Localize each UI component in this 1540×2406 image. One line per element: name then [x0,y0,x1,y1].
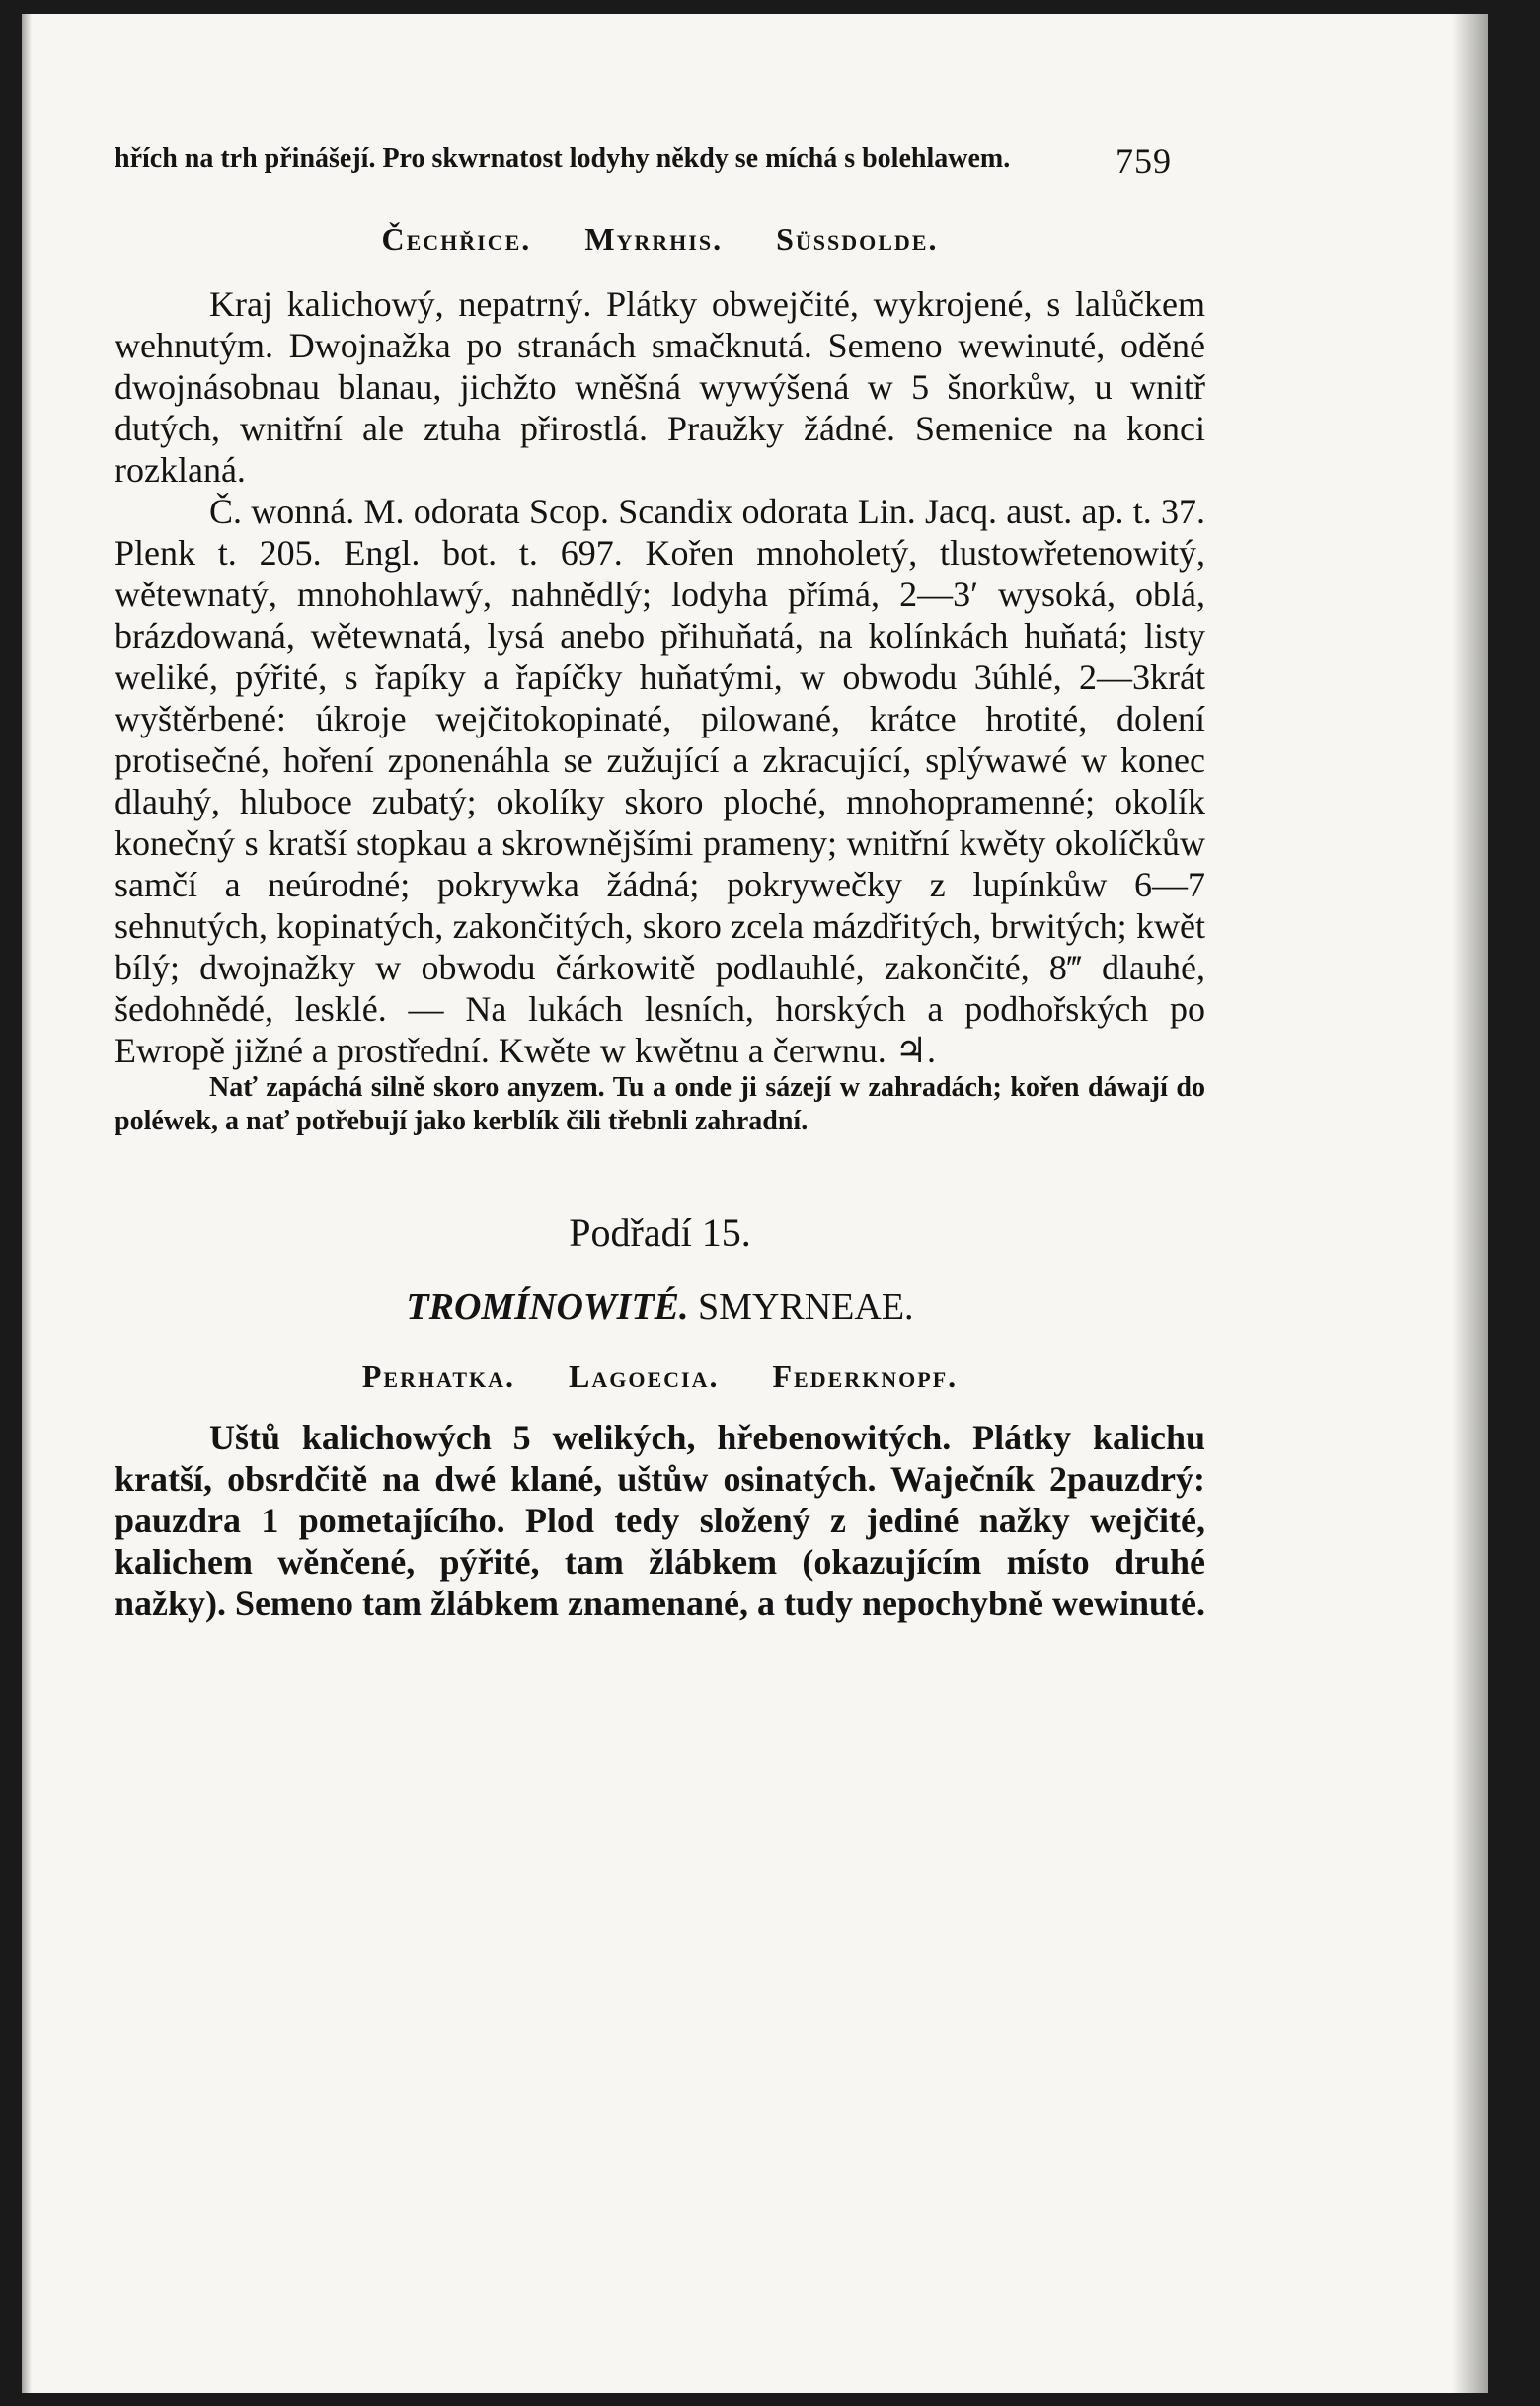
genus-description: Kraj kalichowý, nepatrný. Plátky obwejčité, wykrojené, s lalůčkem wehnutým. Dwojnažka po stranách smačknutá. Semeno wewinuté, oděné dwojnásobnau blanau, jichžto wněšná wywýšená w 5 šnorkůw, u wnitř dutých, wnitřní ale ztuha přirostlá. Praužky žádné. Semenice na konci rozklaná. [115,284,1205,490]
page-content [115,142,1205,1624]
page-gutter-shadow [1452,14,1488,2393]
order-title [115,1285,1205,1329]
genus-name-german: Süssdolde. [776,221,939,257]
order-title-czech: TROMÍNOWITÉ. [406,1286,689,1328]
genus-heading-lagoecia [115,1358,1205,1395]
book-page [22,14,1488,2393]
genus2-name-german: Federknopf. [772,1358,959,1394]
genus-heading-myrrhis [115,221,1205,258]
order-title-latin: SMYRNEAE. [698,1286,914,1328]
genus-name-latin: Myrrhis. [584,221,724,257]
page-number: 759 [1116,141,1172,181]
genus-name-czech: Čechřice. [381,221,532,257]
order-label: Podřadí 15. [569,1210,751,1255]
intro-note: hřích na trh přinášejí. Pro skwrnatost lodyhy někdy se míchá s bolehlawem. [115,143,1011,174]
genus2-name-czech: Perhatka. [361,1358,515,1394]
genus2-name-latin: Lagoecia. [569,1358,720,1394]
species-note: Nať zapáchá silně skoro anyzem. Tu a onde ji sázejí w zahradách; kořen dáwají do poléwek, a nať potřebují jako kerblík čili třebnli zahradní. [115,1072,1205,1136]
species-description: Č. wonná. M. odorata Scop. Scandix odorata Lin. Jacq. aust. ap. t. 37. Plenk t. 205. Engl. bot. t. 697. Kořen mnoholetý, tlustowřetenowitý, wětewnatý, mnohohlawý, nahnědlý; lodyha přímá, 2—3′ wysoká, oblá, brázdowaná, wětewnatá, lysá anebo přihuňatá, na kolínkách huňatá; listy weliké, pýřité, s řapíky a řapíčky huňatými, w obwodu 3úhlé, 2—3krát wyštěrbené: úkroje wejčitokopinaté, pilowané, krátce hrotité, dolení protisečné, hoření zponenáhla se zužující a zkracující, splýwawé w konec dlauhý, hluboce zubatý; okolíky skoro ploché, mnohopramenné; okolík konečný s kratší stopkau a skrownějšími prameny; wnitřní kwěty okolíčkůw samčí a neúrodné; pokrywka žádná; pokrywečky z lupínkůw 6—7 sehnutých, kopinatých, zakončitých, skoro zcela mázdřitých, brwitých; kwět bílý; dwojnažky w obwodu čárkowitě podlauhlé, zakončité, 8‴ dlauhé, šedohnědé, lesklé. — Na lukách lesních, horských a podhořských po Ewropě jižné a prostřední. Kwěte w kwětnu a čerwnu. ♃. [115,492,1205,1070]
genus2-description: Uštů kalichowých 5 welikých, hřebenowitých. Plátky kalichu kratší, obsrdčitě na dwé klané, uštůw osinatých. Waječník 2pauzdrý: pauzdra 1 pometajícího. Plod tedy složený z jediné nažky wejčité, kalichem wěnčené, pýřité, tam žlábkem (okazujícím místo druhé nažky). Semeno tam žlábkem znamenané, a tudy nepochybně wewinuté. [115,1418,1206,1623]
page-left-edge [22,14,32,2393]
